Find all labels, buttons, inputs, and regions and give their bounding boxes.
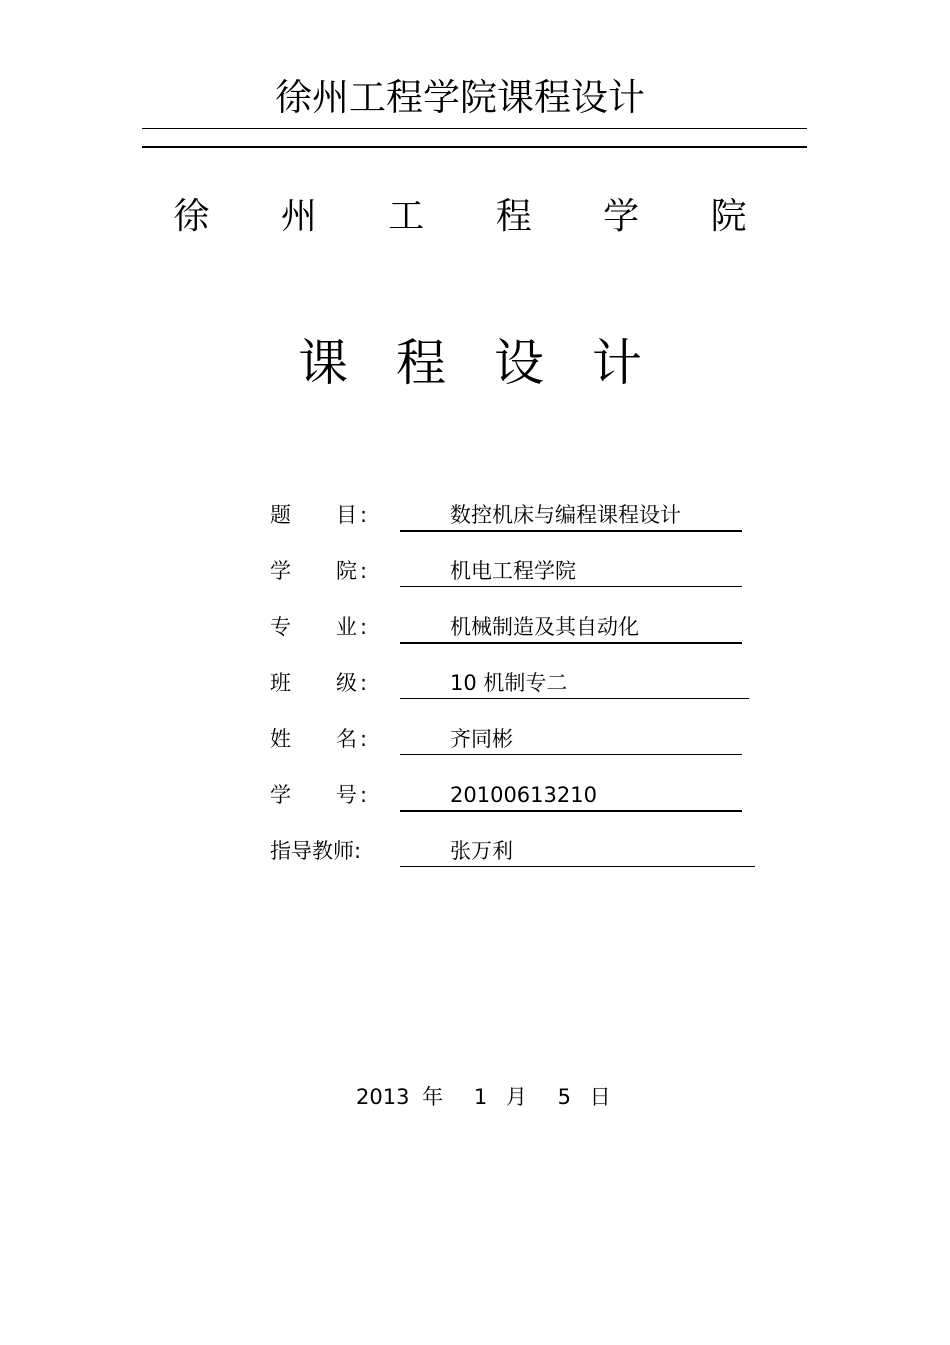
date-year: 2013 (356, 1085, 410, 1109)
advisor-label: 指导教师: (270, 839, 362, 863)
label-char: 学 (270, 783, 291, 807)
document-title: 课 程 设 计 (298, 334, 658, 392)
name-value: 齐同彬 (450, 727, 513, 751)
info-row-student-id (270, 778, 744, 812)
date-day-unit: 日 (589, 1085, 611, 1109)
label-char: 号 (336, 783, 357, 807)
label-char: 专 (270, 615, 291, 639)
info-value-advisor (400, 834, 755, 867)
date-month-unit: 月 (505, 1085, 527, 1109)
info-row-name (270, 722, 744, 756)
info-row-college (270, 554, 744, 588)
date-month: 1 (473, 1085, 488, 1109)
info-value-topic (400, 498, 742, 532)
info-row-advisor (270, 834, 756, 868)
label-char: 班 (270, 671, 291, 695)
label-char: 院 (336, 559, 357, 583)
label-char: 题 (270, 503, 291, 527)
label-char: 级 (336, 671, 357, 695)
header-rule-thick (142, 146, 807, 148)
running-header-title: 徐州工程学院课程设计 (275, 76, 645, 119)
info-value-major (400, 610, 742, 644)
student-id-value: 20100613210 (450, 783, 597, 807)
info-value-student-id (400, 778, 742, 812)
school-name: 徐 州 工 程 学 院 (173, 196, 777, 237)
college-value: 机电工程学院 (450, 559, 576, 583)
info-row-class (270, 666, 750, 700)
label-colon: : (360, 727, 368, 751)
header-rule-thin (142, 128, 807, 129)
label-char: 姓 (270, 727, 291, 751)
info-row-topic (270, 498, 744, 532)
date-day: 5 (557, 1085, 571, 1109)
info-value-name (400, 722, 742, 755)
label-colon: : (360, 783, 368, 807)
label-colon: : (360, 503, 368, 527)
label-char: 业 (336, 615, 357, 639)
topic-value: 数控机床与编程课程设计 (450, 503, 681, 527)
info-value-class (400, 666, 749, 699)
major-value: 机械制造及其自动化 (450, 615, 639, 639)
label-colon: : (360, 559, 368, 583)
advisor-value: 张万利 (450, 839, 513, 863)
date-year-unit: 年 (422, 1085, 444, 1109)
label-char: 目 (336, 503, 357, 527)
label-colon: : (360, 671, 368, 695)
info-value-college (400, 554, 742, 587)
class-value: 10 机制专二 (450, 671, 568, 695)
info-row-major (270, 610, 744, 644)
label-colon: : (360, 615, 368, 639)
date-line (356, 1080, 611, 1114)
label-char: 学 (270, 559, 291, 583)
label-char: 名 (336, 727, 357, 751)
